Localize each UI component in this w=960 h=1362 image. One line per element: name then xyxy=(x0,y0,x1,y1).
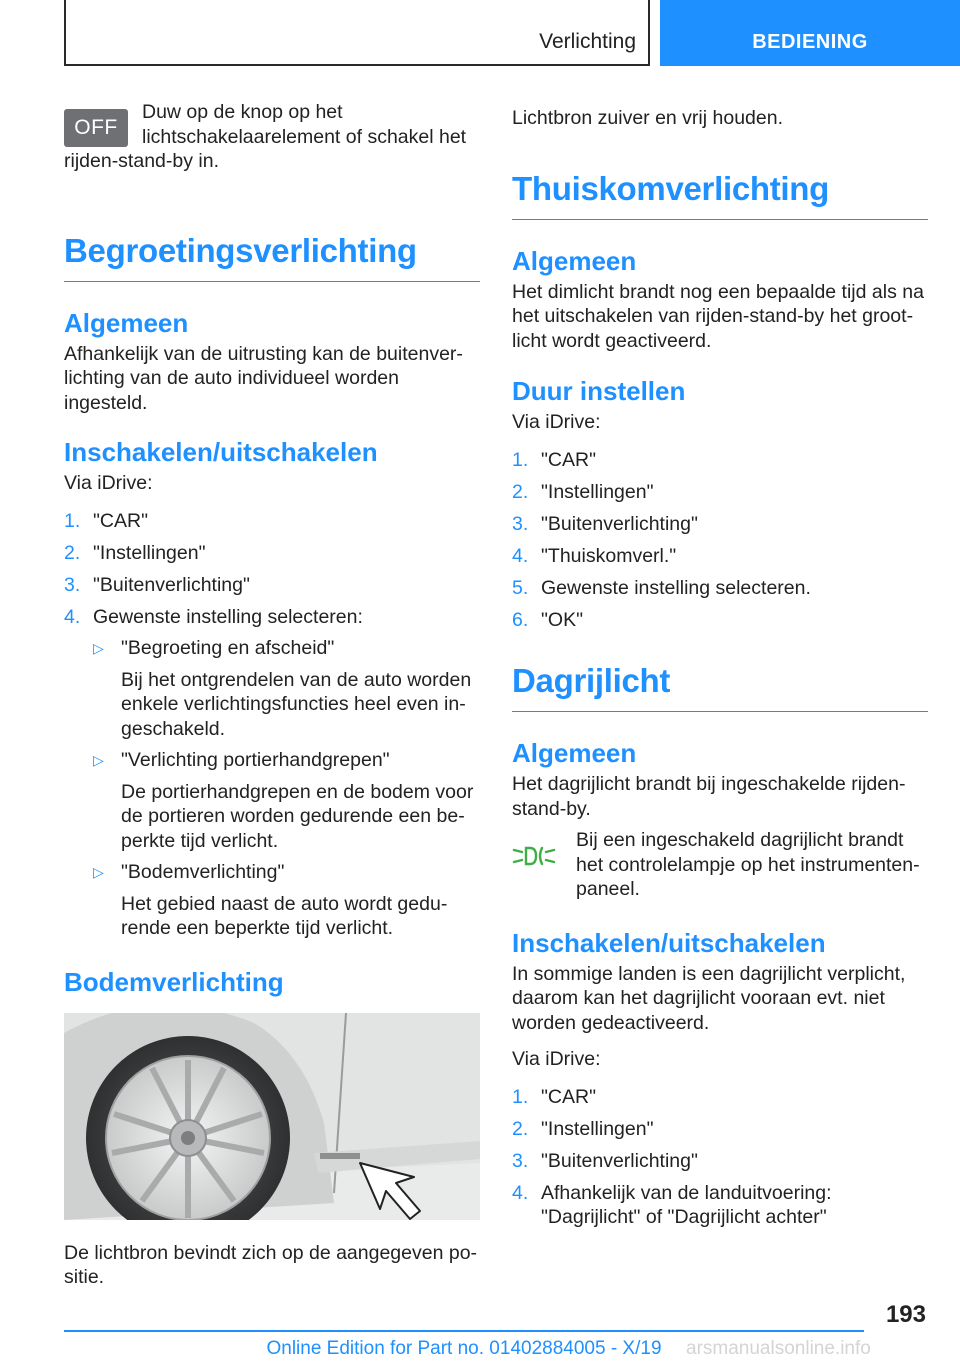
right-column xyxy=(512,100,928,1237)
general-heading: Algemeen xyxy=(64,307,189,338)
option-item: ▷ "Begroeting en afscheid" Bij het ontgrendelen van de auto worden enkele verlichtingsfuncties heel even ingeschakeld. xyxy=(93,637,472,740)
via-idrive-text: Via iDrive: xyxy=(512,411,601,433)
off-button-icon: OFF xyxy=(64,109,128,147)
triangle-bullet-icon: ▷ xyxy=(93,640,104,656)
duration-heading: Duur instellen xyxy=(512,376,686,406)
daytime-running-light-icon xyxy=(512,828,576,902)
home-general-text: Het dimlicht brandt nog een bepaalde tijd als na het uitschakelen van rijden-stand-by het grootlicht wordt geactiveerd. xyxy=(512,280,924,352)
home-general-heading: Algemeen xyxy=(512,245,637,276)
header-frame xyxy=(64,0,650,66)
list-item: 2. "Instellingen" xyxy=(512,480,654,503)
list-item: 2. "Instellingen" xyxy=(64,541,206,564)
home-lighting-heading: Thuiskomverlichting xyxy=(512,170,928,220)
triangle-bullet-icon: ▷ xyxy=(93,752,104,768)
list-item: 5. Gewenste instelling selecteren. xyxy=(512,576,811,599)
keep-clean-text: Lichtbron zuiver en vrij houden. xyxy=(512,107,783,129)
list-item: 4. Gewenste instelling selecteren: ▷ "Begroeting en afscheid" Bij het ontgrendelen van de auto worden enkele verlichtingsfuncties heel even ingeschakeld. ▷ "Verlichting portierhandgrepen" De portierhandgrepen en de bodem voor de portieren worden gedurende een beperkte tijd verlicht. ▷ "Bodemverlichting" Het gebied naast de auto wordt gedurende een beperkte tijd verlicht. xyxy=(64,605,480,941)
list-item: 3. "Buitenverlichting" xyxy=(512,512,698,535)
list-item: 3. "Buitenverlichting" xyxy=(512,1149,698,1172)
list-item: 2. "Instellingen" xyxy=(512,1117,654,1140)
list-item: 4. "Thuiskomverl." xyxy=(512,544,677,567)
edition-text: Online Edition for Part no. 01402884005 - X/19 xyxy=(266,1338,662,1359)
ground-lighting-heading: Bodemverlichting xyxy=(64,966,284,997)
intro-text: Duw op de knop op het lichtschakelaarelement of schakel het rijden-stand-by in. xyxy=(64,101,467,172)
drl-general-text: Het dagrijlicht brandt bij ingeschakelde rijden-stand-by. xyxy=(512,773,906,820)
list-item: 4. Afhankelijk van de landuitvoering: "Dagrijlicht" of "Dagrijlicht achter" xyxy=(512,1181,832,1228)
drl-note-text: Bij een ingeschakeld dagrijlicht brandt het controlelampje op het instrumentenpaneel. xyxy=(576,829,920,900)
drl-general-heading: Algemeen xyxy=(512,738,637,768)
watermark: arsmanualsonline.info xyxy=(686,1338,871,1359)
list-item: 1. "CAR" xyxy=(64,509,149,532)
daytime-lights-heading: Dagrijlicht xyxy=(512,662,928,712)
triangle-bullet-icon: ▷ xyxy=(93,864,104,880)
general-text: Afhankelijk van de uitrusting kan de buitenverlichting van de auto individueel worden ingesteld. xyxy=(64,342,463,414)
welcome-lighting-heading: Begroetingsverlichting xyxy=(64,232,480,282)
chapter-tab: BEDIENING xyxy=(660,0,960,66)
section-title: Verlichting xyxy=(539,30,636,53)
home-steps-list xyxy=(512,448,928,633)
option-item: ▷ "Bodemverlichting" Het gebied naast de auto wordt gedurende een beperkte tijd verlicht. xyxy=(93,861,448,939)
page-number: 193 xyxy=(885,1301,926,1328)
list-item: 6. "OK" xyxy=(512,608,584,631)
list-item: 1. "CAR" xyxy=(512,448,597,471)
option-item: ▷ "Verlichting portierhandgrepen" De portierhandgrepen en de bodem voor de portieren worden gedurende een beperkte tijd verlicht. xyxy=(93,749,474,852)
intro-block xyxy=(64,100,480,174)
drl-switch-text: In sommige landen is een dagrijlicht verplicht, daarom kan het dagrijlicht vooraan evt. niet worden gedeactiveerd. xyxy=(512,962,906,1034)
drl-switch-heading: Inschakelen/uitschakelen xyxy=(512,927,826,958)
list-item: 3. "Buitenverlichting" xyxy=(64,573,250,596)
footer-divider xyxy=(64,1330,864,1332)
wheel-illustration xyxy=(64,1013,480,1220)
switch-heading: Inschakelen/uitschakelen xyxy=(64,437,378,467)
via-idrive-text: Via iDrive: xyxy=(64,472,153,494)
via-idrive-text-2: Via iDrive: xyxy=(512,1048,601,1070)
figure-caption: De lichtbron bevindt zich op de aangegeven positie. xyxy=(64,1241,478,1288)
drl-indicator-note xyxy=(512,828,928,902)
welcome-steps-list xyxy=(64,509,480,941)
list-item: 1. "CAR" xyxy=(512,1085,597,1108)
drl-steps-list xyxy=(512,1085,928,1230)
left-column xyxy=(64,100,480,1290)
options-list xyxy=(93,636,480,941)
